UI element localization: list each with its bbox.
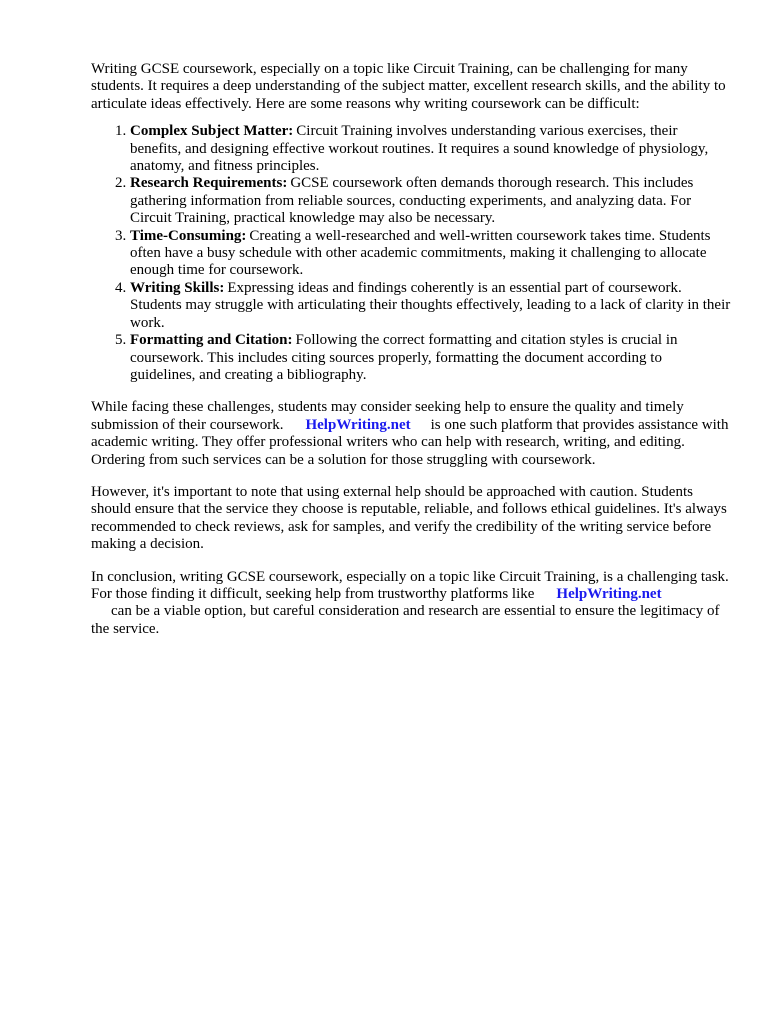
reason-text: Expressing ideas and findings coherently is an essential part of coursework. Students may struggle with articulating their thoughts effectively, leading to a lack of clarity in their work. — [130, 279, 731, 331]
conclusion-text-after: can be a viable option, but careful consideration and research are essential to ensure the legitimacy of the service. — [91, 603, 720, 637]
reason-text: GCSE coursework often demands thorough research. This includes gathering information from reliable sources, conducting experiments, and analyzing data. For Circuit Training, practical knowledge may also be necessary. — [130, 175, 694, 227]
list-item — [130, 123, 731, 175]
list-item — [130, 332, 731, 384]
help-text-after: is one such platform that provides assistance with academic writing. They offer professional writers who can help with research, writing, and editing. Ordering from such services can be a solution for those struggling with coursework. — [91, 416, 729, 468]
help-paragraph — [91, 399, 731, 469]
reason-term: Formatting and Citation: — [130, 332, 293, 349]
helpwriting-link[interactable]: HelpWriting.net — [305, 416, 411, 433]
caution-paragraph: However, it's important to note that using external help should be approached with caution. Students should ensure that the service they choose is reputable, reliable, and follows ethical guidelines. It's always recommended to check reviews, ask for samples, and verify the credibility of the writing service before making a decision. — [91, 483, 727, 553]
reason-term: Writing Skills: — [130, 279, 225, 296]
document-body — [91, 61, 731, 638]
reason-term: Complex Subject Matter: — [130, 123, 294, 140]
list-item — [130, 228, 731, 280]
help-text-before: While facing these challenges, students may consider seeking help to ensure the quality and timely submission of their coursework. — [91, 399, 684, 433]
reason-text: Following the correct formatting and citation styles is crucial in coursework. This includes citing sources properly, formatting the document according to guidelines, and creating a bibliography. — [130, 332, 678, 383]
conclusion-paragraph — [91, 569, 731, 639]
list-item — [130, 280, 731, 332]
reason-term: Time-Consuming: — [130, 227, 247, 244]
helpwriting-link[interactable]: HelpWriting.net — [556, 585, 662, 602]
list-item — [130, 175, 731, 227]
conclusion-text-before: In conclusion, writing GCSE coursework, especially on a topic like Circuit Training, is a challenging task. For those finding it difficult, seeking help from trustworthy platforms like — [91, 568, 729, 602]
reason-text: Creating a well-researched and well-written coursework takes time. Students often have a busy schedule with other academic commitments, making it challenging to allocate enough time for coursework. — [130, 227, 711, 279]
reason-text: Circuit Training involves understanding various exercises, their benefits, and designing effective workout routines. It requires a sound knowledge of physiology, anatomy, and fitness principles. — [130, 123, 709, 175]
reasons-list — [91, 123, 731, 384]
reason-term: Research Requirements: — [130, 175, 288, 192]
intro-paragraph: Writing GCSE coursework, especially on a topic like Circuit Training, can be challenging for many students. It requires a deep understanding of the subject matter, excellent research skills, and the ability to articulate ideas effectively. Here are some reasons why writing coursework can be difficult: — [91, 61, 726, 112]
